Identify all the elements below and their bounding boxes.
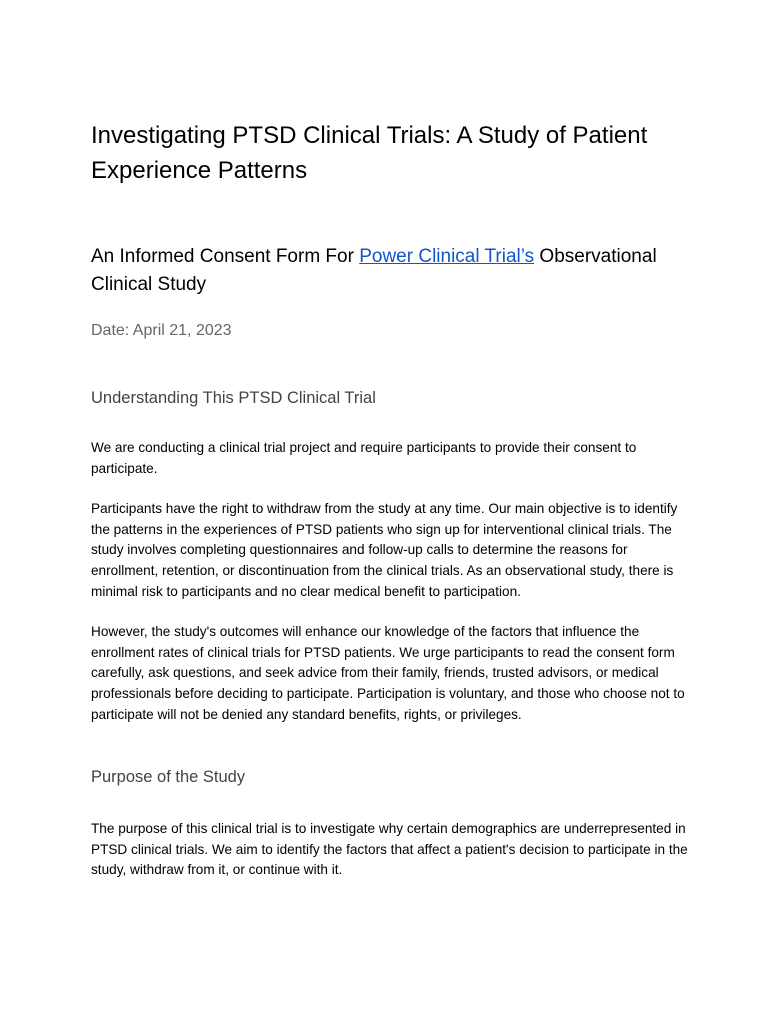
document-date: Date: April 21, 2023 xyxy=(91,322,232,339)
understanding-paragraph-3: However, the study's outcomes will enhance our knowledge of the factors that influence the enrollment rates of clinical trials for PTSD patients. We urge participants to read the consent form carefully, ask questions, and seek advice from their family, friends, trusted advisors, or medical professionals before deciding to participate. Participation is voluntary, and those who choose not to participate will not be denied any standard benefits, rights, or privileges. xyxy=(91,624,685,722)
purpose-paragraph-1: The purpose of this clinical trial is to investigate why certain demographics are underrepresented in PTSD clinical trials. We aim to identify the factors that affect a patient's decision to participate in the study, withdraw from it, or continue with it. xyxy=(91,821,688,878)
purpose-heading: Purpose of the Study xyxy=(91,768,246,787)
understanding-paragraph-2: Participants have the right to withdraw from the study at any time. Our main objective is to identify the patterns in the experiences of PTSD patients who sign up for interventional clinical trials. The study involves completing questionnaires and follow-up calls to determine the reasons for enrollment, retention, or discontinuation from the clinical trials. As an observational study, there is minimal risk to participants and no clear medical benefit to participation. xyxy=(91,501,678,599)
power-clinical-trial-link[interactable]: Power Clinical Trial’s xyxy=(359,246,535,267)
document-page xyxy=(91,118,691,881)
subtitle-prefix: An Informed Consent Form For xyxy=(91,246,360,267)
document-subtitle xyxy=(91,243,691,299)
understanding-heading: Understanding This PTSD Clinical Trial xyxy=(91,389,376,407)
subtitle-suffix: Observational Clinical Study xyxy=(91,246,657,295)
document-title: Investigating PTSD Clinical Trials: A Study of Patient Experience Patterns xyxy=(91,122,648,184)
understanding-paragraph-1: We are conducting a clinical trial project and require participants to provide their consent to participate. xyxy=(91,440,637,476)
